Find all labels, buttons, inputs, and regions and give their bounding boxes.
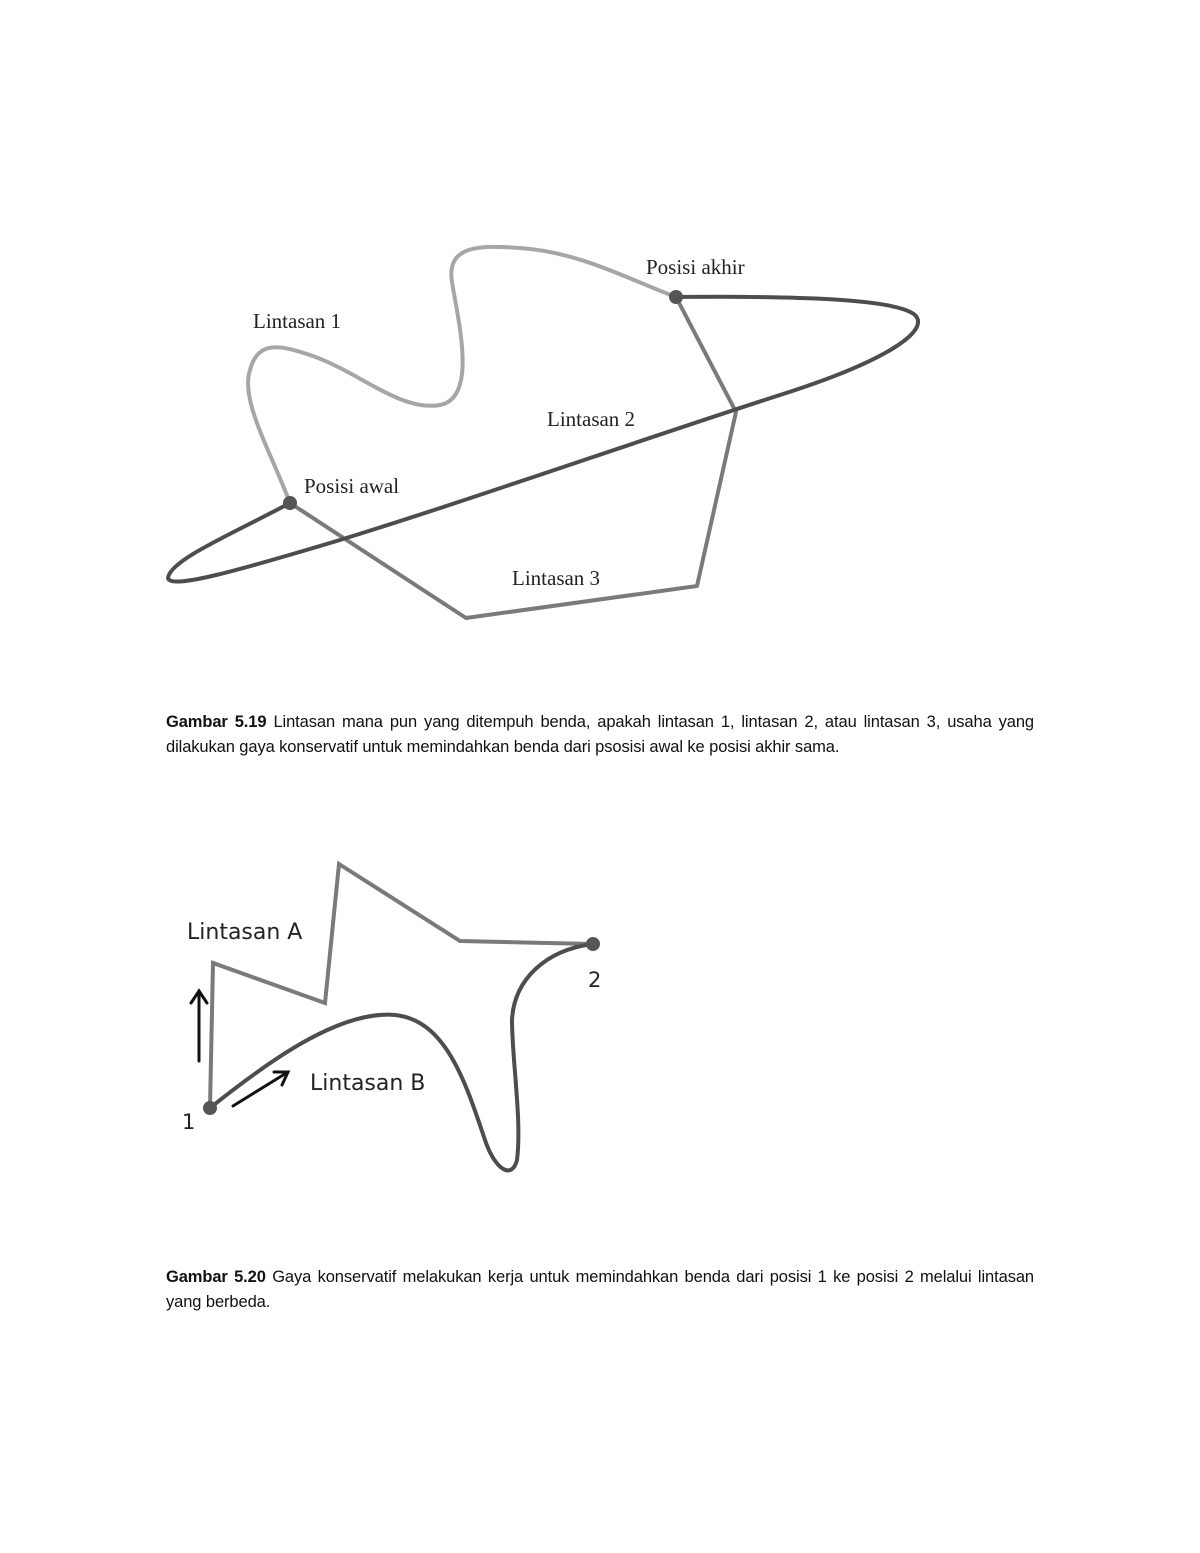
- label-path-2: Lintasan 2: [547, 407, 636, 431]
- figure-5-19-number: Gambar 5.19: [166, 712, 267, 731]
- label-path-3: Lintasan 3: [512, 566, 601, 590]
- label-start-position: Posisi awal: [304, 474, 400, 498]
- label-point-2: 2: [588, 968, 602, 992]
- figure-5-20-caption: [166, 1265, 1034, 1315]
- label-point-1: 1: [182, 1110, 196, 1134]
- path-b-curve: [210, 944, 593, 1170]
- label-end-position: Posisi akhir: [646, 255, 745, 279]
- figure-5-19-text: Lintasan mana pun yang ditempuh benda, apakah lintasan 1, lintasan 2, atau lintasan 3, usaha yang dilakukan gaya konservatif untuk memindahkan benda dari psosisi awal ke posisi akhir sama.: [166, 712, 1034, 756]
- label-path-1: Lintasan 1: [253, 309, 342, 333]
- label-path-b: Lintasan B: [310, 1071, 426, 1096]
- label-path-a: Lintasan A: [187, 920, 303, 945]
- point-1-dot: [203, 1101, 217, 1115]
- figure-5-20-text: Gaya konservatif melakukan kerja untuk memindahkan benda dari posisi 1 ke posisi 2 melalui lintasan yang berbeda.: [166, 1267, 1034, 1311]
- arrow-up-icon: [191, 991, 207, 1061]
- point-2-dot: [586, 937, 600, 951]
- figure-5-20-number: Gambar 5.20: [166, 1267, 266, 1286]
- arrow-diagonal-icon: [233, 1072, 288, 1106]
